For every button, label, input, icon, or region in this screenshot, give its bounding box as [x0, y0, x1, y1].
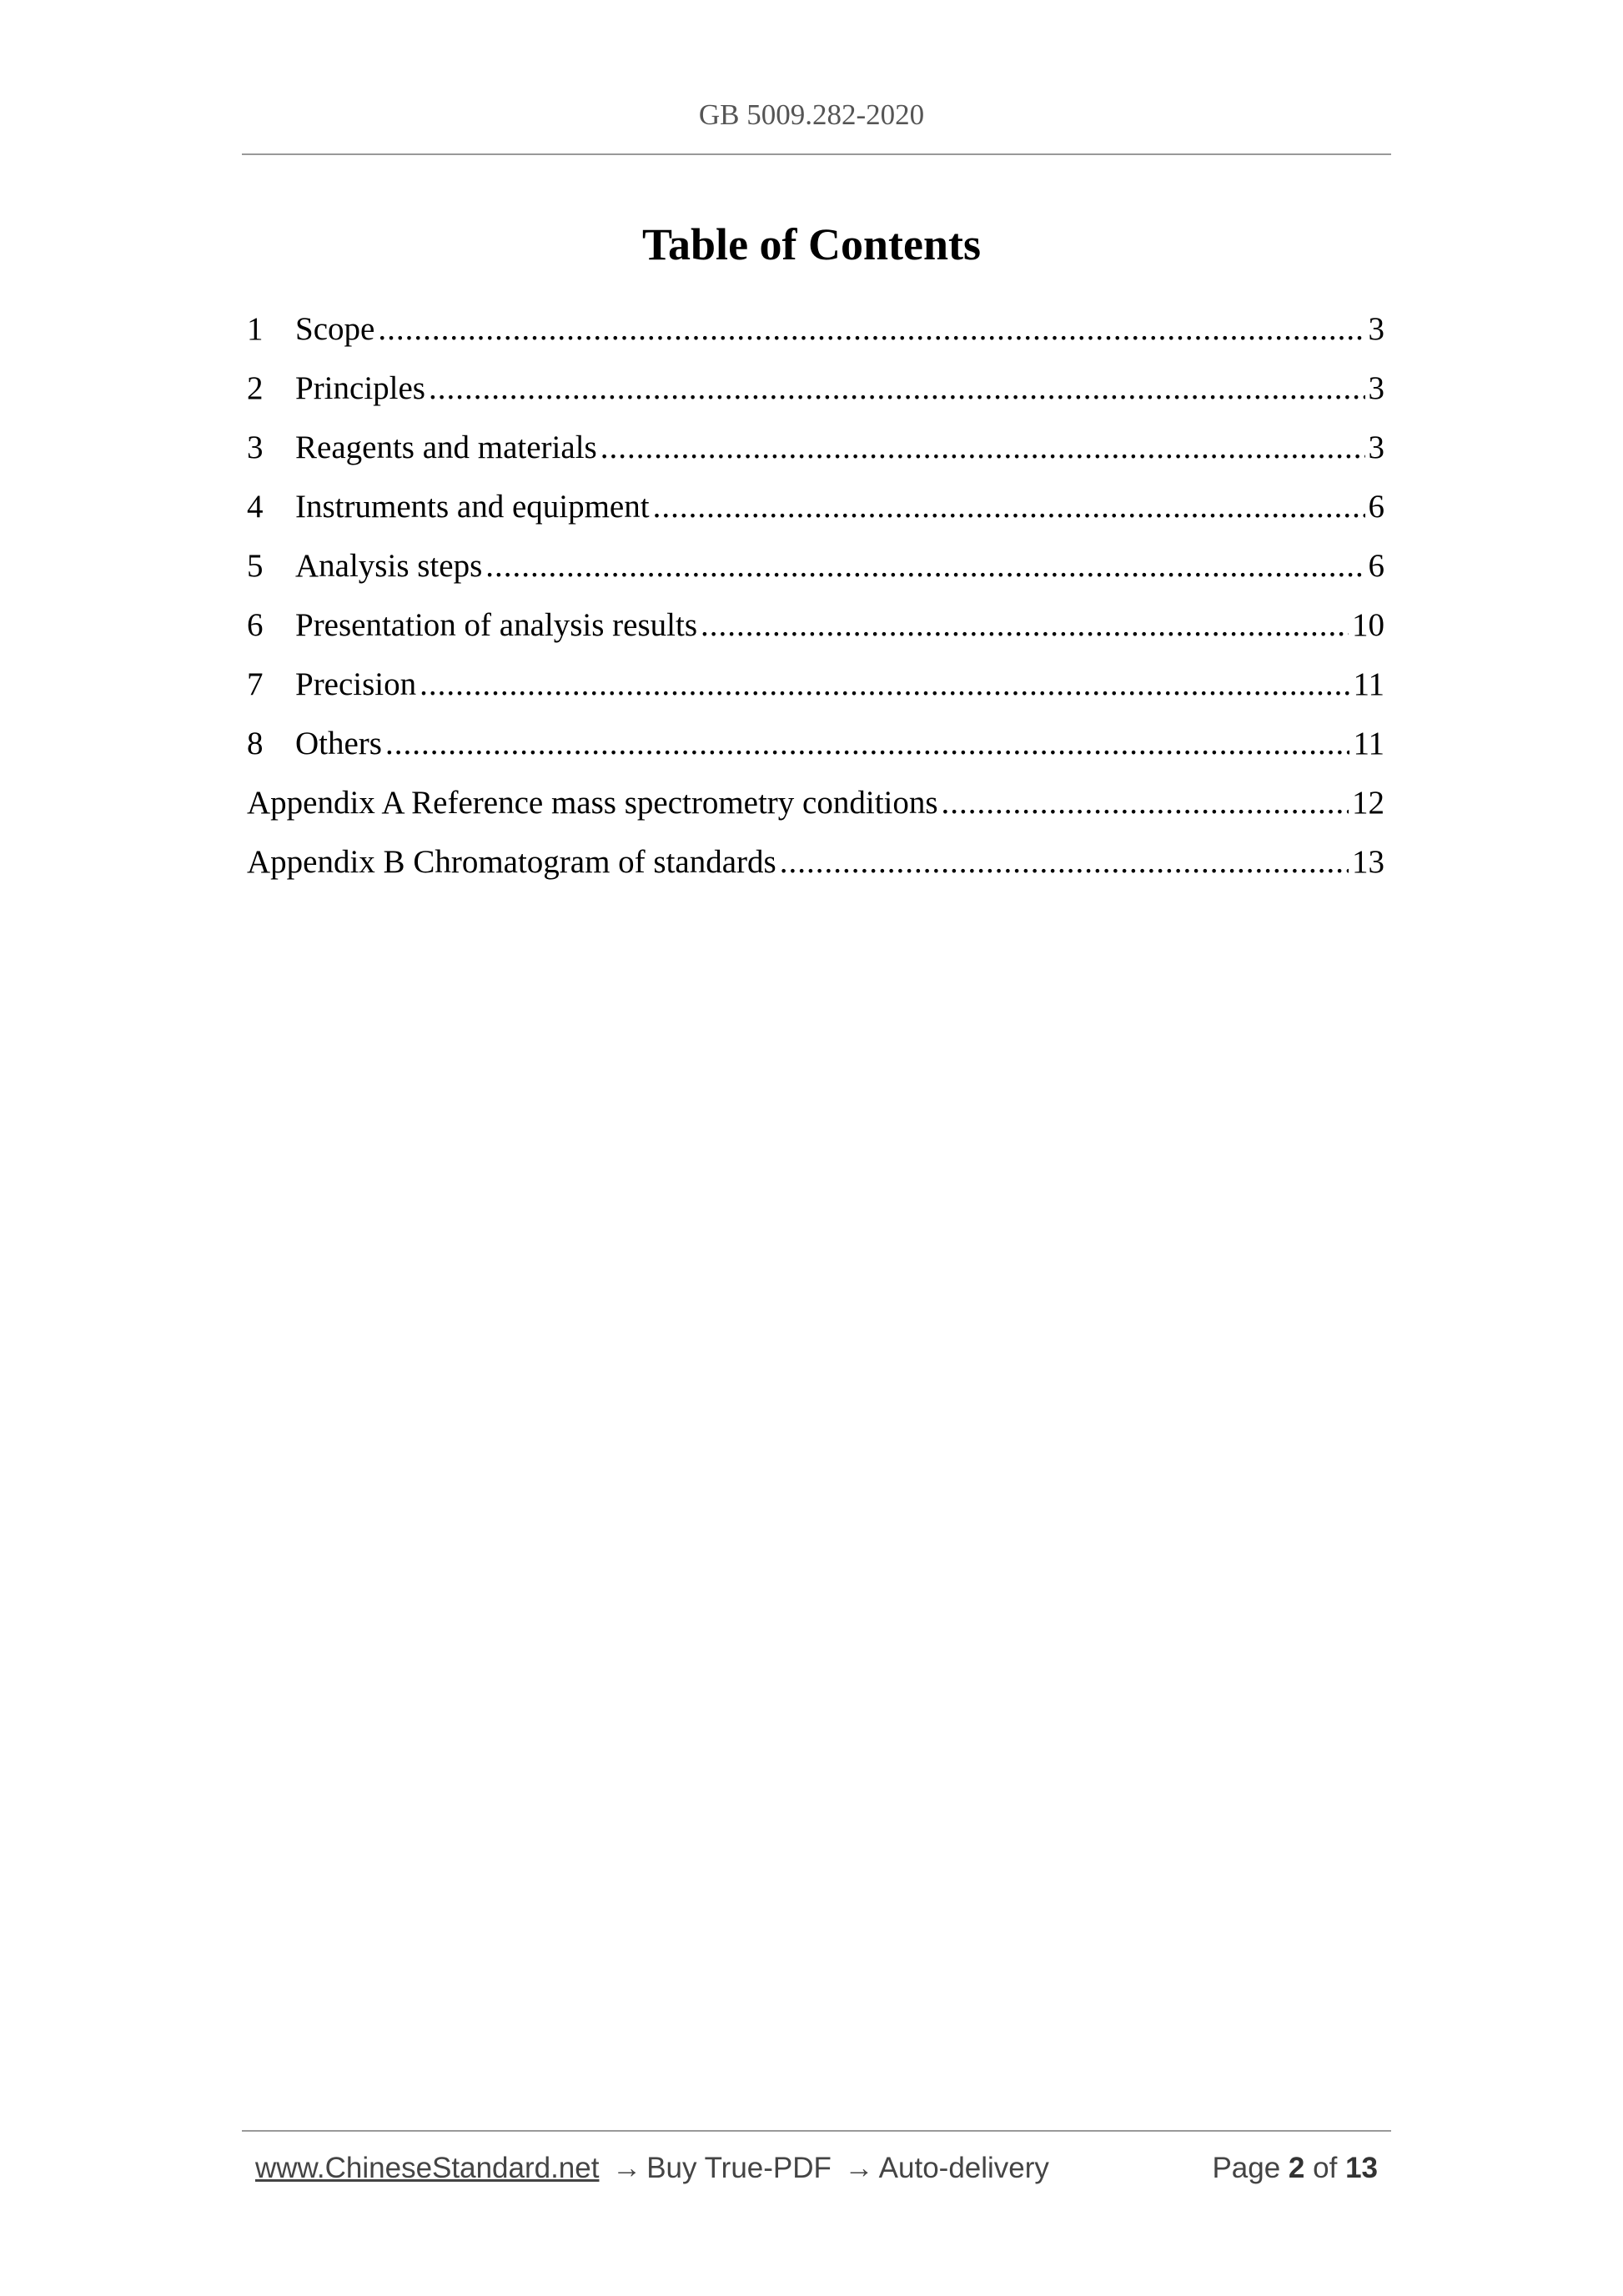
page-indicator: [1212, 2152, 1378, 2185]
toc-entry-appendix-b[interactable]: [247, 842, 1384, 882]
toc-leader: [378, 309, 1364, 349]
toc-number: 6: [247, 607, 264, 643]
toc-entry[interactable]: [247, 487, 1384, 527]
toc-leader: [485, 546, 1364, 586]
page-footer: [255, 2152, 1378, 2185]
toc-page-number: 11: [1353, 726, 1384, 761]
page-word: Page: [1212, 2152, 1281, 2184]
toc-page-number: 3: [1368, 370, 1384, 406]
footer-divider: [242, 2130, 1391, 2132]
page-title: Table of Contents: [641, 219, 982, 269]
toc-leader: [780, 842, 1349, 882]
toc-number: 2: [247, 370, 264, 406]
toc-entry-appendix-a[interactable]: [247, 783, 1384, 823]
toc-leader: [600, 428, 1365, 468]
website-link[interactable]: www.ChineseStandard.net: [255, 2152, 600, 2184]
toc-label: Presentation of analysis results: [295, 607, 697, 643]
toc-entry[interactable]: [247, 546, 1384, 586]
toc-number: 8: [247, 726, 264, 761]
running-header: GB 5009.282-2020: [698, 98, 925, 131]
toc-label: Appendix A Reference mass spectrometry conditions: [247, 785, 938, 821]
toc-page-number: 3: [1368, 430, 1384, 465]
toc-leader: [653, 487, 1365, 527]
toc-label: Precision: [295, 666, 417, 702]
toc-number: 3: [247, 430, 264, 465]
toc-page-number: 12: [1352, 785, 1384, 821]
toc-entry[interactable]: [247, 665, 1384, 705]
auto-delivery-text: Auto-delivery: [878, 2152, 1049, 2184]
toc-leader: [429, 369, 1365, 409]
toc-label: Principles: [295, 370, 425, 406]
toc-label: Scope: [295, 311, 375, 347]
toc-leader: [385, 724, 1349, 764]
toc-number: 4: [247, 489, 264, 525]
toc-number: 5: [247, 548, 264, 584]
toc-leader: [420, 665, 1349, 705]
buy-pdf-text: Buy True-PDF: [646, 2152, 832, 2184]
toc-label: Reagents and materials: [295, 430, 597, 465]
page-current: 2: [1288, 2152, 1305, 2184]
page-total: 13: [1345, 2152, 1378, 2184]
toc-label: Analysis steps: [295, 548, 483, 584]
toc-number: 7: [247, 666, 264, 702]
toc-label: Instruments and equipment: [295, 489, 650, 525]
toc-number: 1: [247, 311, 264, 347]
toc-page-number: 6: [1368, 548, 1384, 584]
arrow-right-icon: →: [844, 2152, 874, 2184]
toc-leader: [942, 783, 1349, 823]
toc-page-number: 3: [1368, 311, 1384, 347]
toc-label: Others: [295, 726, 382, 761]
toc-entry[interactable]: [247, 605, 1384, 646]
arrow-right-icon: →: [612, 2152, 642, 2184]
toc-page-number: 11: [1353, 666, 1384, 702]
toc-page-number: 10: [1352, 607, 1384, 643]
toc-page-number: 13: [1352, 844, 1384, 880]
footer-promo: [255, 2152, 1049, 2185]
toc-entry[interactable]: [247, 369, 1384, 409]
toc-entry[interactable]: [247, 724, 1384, 764]
toc-leader: [701, 605, 1349, 646]
of-word: of: [1313, 2152, 1338, 2184]
toc-page-number: 6: [1368, 489, 1384, 525]
toc-entry[interactable]: [247, 309, 1384, 349]
toc-entry[interactable]: [247, 428, 1384, 468]
toc-label: Appendix B Chromatogram of standards: [247, 844, 776, 880]
header-divider: [242, 153, 1391, 155]
